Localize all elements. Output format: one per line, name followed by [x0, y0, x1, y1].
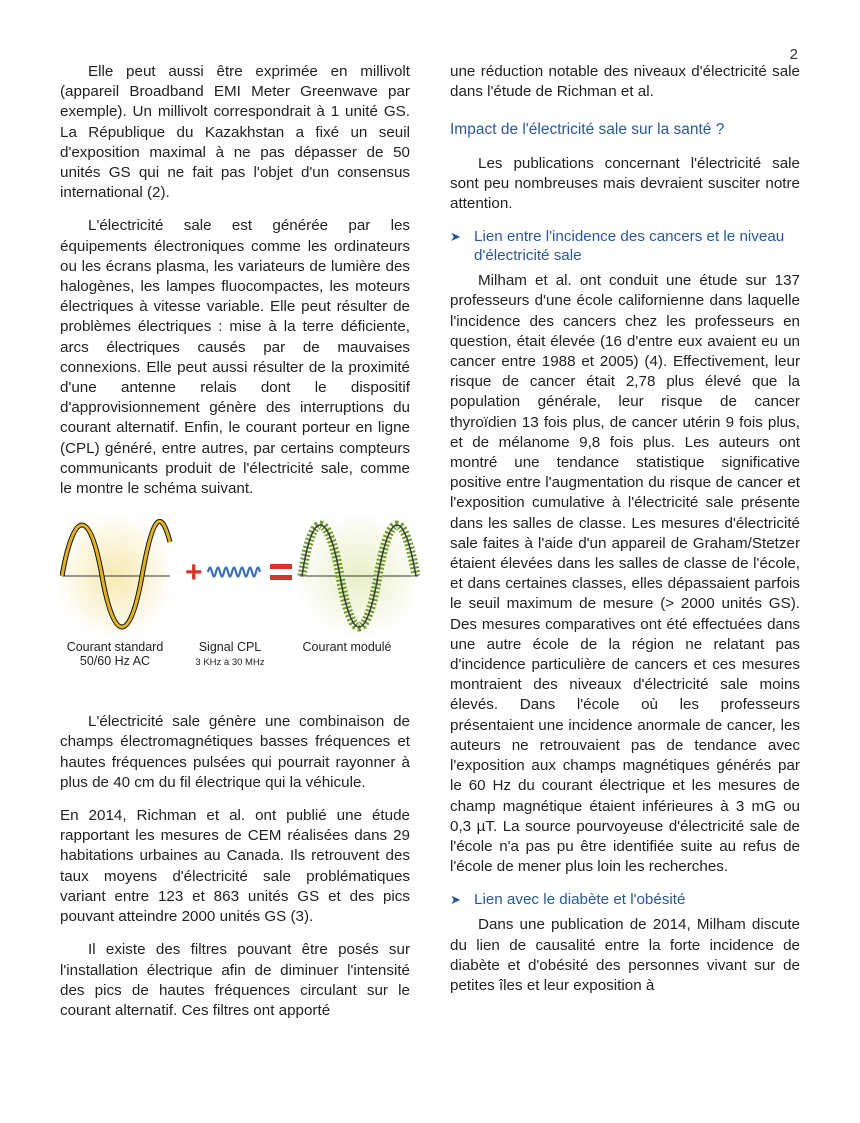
subheading-text: Lien avec le diabète et l'obésité — [474, 891, 686, 909]
right-column — [450, 62, 800, 1009]
paragraph: une réduction notable des niveaux d'électricité sale dans l'étude de Richman et al. — [450, 63, 800, 101]
left-column — [60, 62, 410, 1034]
paragraph: L'électricité sale est générée par les équipements électroniques comme les ordinateurs ou les écrans plasma, les variateurs de lumière des halogènes, les lampes fluocompactes, les moteurs électriques à vitesse variable. Elle peut résulter de problèmes électriques : mise à la terre déficiente, arcs électriques causés par de mauvaises connexions. Elle peut aussi résulter de la proximité d'une antenne relais dont le dispositif d'approvisionnement génère des interruptions du courant alternatif. Enfin, le courant porteur en ligne (CPL) généré, entre autres, par certains compteurs communicants produit de l'électricité sale, comme le montre le schéma suivant. — [60, 217, 410, 498]
standard-current-caption — [60, 640, 170, 668]
modulated-current-label: Courant modulé — [302, 640, 392, 655]
paragraph: En 2014, Richman et al. ont publié une étude rapportant les mesures de CEM réalisées dans 29 habitations urbaines au Canada. Ils retrouvent des taux moyens d'électricité sale problématiques variant entre 123 et 863 unités GS et des pics pouvant atteindre 2000 unités GS (3). — [60, 807, 410, 926]
standard-current-label: Courant standard — [66, 640, 164, 655]
cpl-signal-icon — [208, 568, 260, 577]
modulated-current-caption — [292, 640, 402, 654]
section-heading: Impact de l'électricité sale sur la santé ? — [450, 121, 725, 139]
page-number: 2 — [789, 46, 798, 63]
arrow-bullet-icon: ➤ — [450, 892, 461, 908]
cpl-signal-frequency: 3 KHz à 30 MHz — [195, 657, 265, 669]
paragraph: Milham et al. ont conduit une étude sur 137 professeurs d'une école californienne dans laquelle l'incidence des cancers chez les professeurs en question, était élevée (16 d'entre eux avaient eu un cancer entre 1988 et 2005) (4). Effectivement, leur risque de cancer était 2,78 plus élevé que la population générale, leur risque de cancer thyroïdien 13 fois plus, de cancer utérin 9 fois plus, et de mélanome 9,8 fois plus. Les auteurs ont montré une tendance statistique significative positive entre l'augmentation du risque de cancer et l'exposition cumulative à l'électricité sale présente dans les salles de classe. Les mesures d'électricité sale faites à l'aide d'un appareil de Graham/Stetzer étaient élevées dans les salles de classe de l'école, et dans certaines classes, elles dépassaient parfois le seuil maximum de mesure (> 2000 unités GS). Des mesures comparatives ont été effectuées dans une autre école de la région ne relatant pas d'incidence particulière de cancers et ces mesures montraient des niveaux d'électricité sale moins élevés. Dans l'école où les professeurs présentaient une incidence anormale de cancer, les auteurs ne retrouvaient pas de tendance avec l'exposition aux champs magnétiques générés par le 60 Hz du courant électrique et les mesures de champ magnétique étaient inférieures à 3 mG ou 0,3 µT. La source pourvoyeuse d'électricité sale de l'école n'a pas pu être identifiée suite au refus de l'école de mener plus loin les recherches. — [450, 272, 800, 876]
paragraph: Dans une publication de 2014, Milham discute du lien de causalité entre la forte incidence de diabète et d'obésité des personnes vivant sur de petites îles et leur exposition à — [450, 916, 800, 994]
subheading-cancer — [450, 227, 800, 265]
equals-sign-bottom — [270, 575, 292, 580]
plus-sign: + — [185, 556, 203, 590]
dirty-electricity-diagram — [60, 512, 420, 682]
arrow-bullet-icon: ➤ — [450, 229, 461, 245]
paragraph: Il existe des filtres pouvant être posés sur l'installation électrique afin de diminuer l'intensité des pics de hautes fréquences circulant sur le courant alternatif. Ces filtres ont apporté — [60, 941, 410, 1019]
subheading-diabetes — [450, 890, 800, 909]
paragraph: Les publications concernant l'électricité sale sont peu nombreuses mais devraient susciter notre attention. — [450, 154, 800, 213]
standard-current-frequency: 50/60 Hz AC — [79, 654, 151, 669]
paragraph: L'électricité sale génère une combinaison de champs électromagnétiques basses fréquences et hautes fréquences pulsées qui pourrait rayonner à plus de 40 cm du fil électrique qui la véhicule. — [60, 713, 410, 791]
subheading-text: Lien entre l'incidence des cancers et le niveau d'électricité sale — [474, 228, 785, 265]
paragraph: Elle peut aussi être exprimée en millivolt (appareil Broadband EMI Meter Greenwave par exemple). Un millivolt correspondrait à 1 unité GS. La République du Kazakhstan a fixé un seuil d'exposition maximal à ne pas dépasser de 50 unités GS qui ne fait pas l'objet d'un consensus international (2). — [60, 63, 410, 202]
equals-sign-top — [270, 564, 292, 569]
cpl-signal-caption — [180, 640, 280, 670]
cpl-signal-label: Signal CPL — [198, 640, 262, 655]
